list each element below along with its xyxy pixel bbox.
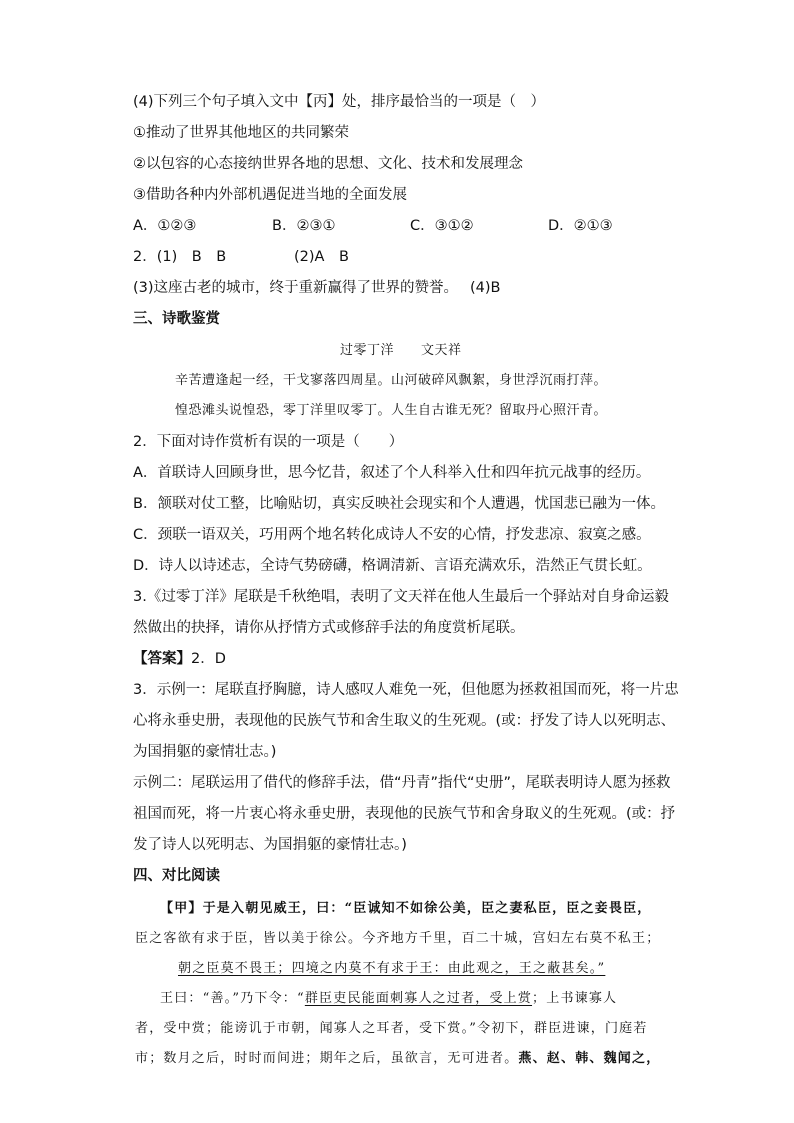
q4-sentence-2: ②以包容的心态接纳世界各地的思想、文化、技术和发展理念: [133, 156, 523, 172]
answer-line-2b: (4)B: [470, 280, 501, 296]
line-4-c: ；上书谏寡人: [532, 991, 618, 1006]
line-6-b: 燕、赵、韩、魏闻之，: [518, 1051, 661, 1066]
line-4: [160, 990, 617, 1008]
q2-option-c: C．颈联一语双关，巧用两个地名转化成诗人不安的心情，抒发悲凉、寂寞之感。: [133, 527, 651, 543]
line-4-underlined: 群臣吏民能面刺寡人之过者，受上赏: [304, 991, 533, 1006]
q2-option-b: B．颔联对仗工整，比喻贴切，真实反映社会现实和个人遭遇，忧国悲已融为一体。: [133, 496, 665, 512]
q4-stem: (4)下列三个句子填入文中【丙】处，排序最恰当的一项是（ ）: [133, 94, 546, 110]
example-2-line-2: 祖国而死，将一片衷心将永垂史册，表现他的民族气节和舍身取义的生死观。(或：抒: [133, 806, 676, 822]
answer-label: 【答案】: [133, 651, 191, 667]
jia-line-3-underlined: 朝之臣莫不畏王；四境之内莫不有求于王：由此观之，王之蔽甚矣。”: [178, 961, 606, 976]
line-6: [135, 1050, 660, 1068]
q4-option-a: A．①②③: [133, 218, 197, 234]
poem-title: 过零丁洋 文天祥: [340, 343, 462, 358]
example-1-line-1: 3．示例一：尾联直抒胸臆，诗人感叹人难免一死，但他愿为拯救祖国而死，将一片忠: [133, 682, 679, 698]
q4-sentence-1: ①推动了世界其他地区的共同繁荣: [133, 125, 349, 141]
answer-value: 2．D: [191, 651, 226, 667]
q2-option-d: D．诗人以诗述志，全诗气势磅礴，格调清新、言语充满欢乐，浩然正气贯长虹。: [133, 558, 652, 574]
jia-line-3: [178, 960, 605, 978]
example-1-line-2: 心将永垂史册，表现他的民族气节和舍生取义的生死观。(或：抒发了诗人以死明志、: [133, 713, 676, 729]
answer-line-2a: (3)这座古老的城市，终于重新赢得了世界的赞誉。: [133, 280, 459, 296]
q4-sentence-3: ③借助各种内外部机遇促进当地的全面发展: [133, 187, 407, 203]
q4-option-d: D．②①③: [548, 218, 613, 234]
jia-line-2: 臣之客欲有求于臣，皆以美于徐公。今齐地方千里，百二十城，宫妇左右莫不私王；: [135, 931, 661, 946]
q3-stem-line-1: 3.《过零丁洋》尾联是千秋绝唱，表明了文天祥在他人生最后一个驿站对自身命运毅: [133, 589, 669, 605]
example-2-line-3: 发了诗人以死明志、为国捐躯的豪情壮志。): [133, 837, 407, 853]
example-2-line-1: 示例二：尾联运用了借代的修辞手法，借“丹青”指代“史册”，尾联表明诗人愿为拯救: [133, 775, 671, 791]
q2-stem: 2．下面对诗作赏析有误的一项是（ ）: [133, 434, 404, 450]
answer-line-1b: (2)A B: [294, 249, 349, 265]
q4-option-c: C．③①②: [410, 218, 474, 234]
q2-option-a: A．首联诗人回顾身世，思今忆昔，叙述了个人科举入仕和四年抗元战事的经历。: [133, 465, 651, 481]
line-4-a: 王曰：“善。”乃下令：“: [160, 991, 305, 1006]
poem-line-2: 惶恐滩头说惶恐，零丁洋里叹零丁。人生自古谁无死？留取丹心照汗青。: [175, 403, 608, 418]
line-6-a: 市；数月之后，时时而间进；期年之后，虽欲言，无可进者。: [135, 1051, 519, 1066]
example-1-line-3: 为国捐躯的豪情壮志。): [133, 744, 277, 760]
section-3-heading: 三、诗歌鉴赏: [133, 311, 220, 327]
answer-block: [133, 649, 226, 669]
answer-line-1a: 2．(1) B B: [133, 249, 227, 265]
line-5: 者，受中赏；能谤讥于市朝，闻寡人之耳者，受下赏。”令初下，群臣进谏，门庭若: [135, 1021, 648, 1036]
q3-stem-line-2: 然做出的抉择，请你从抒情方式或修辞手法的角度赏析尾联。: [133, 620, 525, 636]
q4-option-b: B．②③①: [272, 218, 336, 234]
jia-line-1: 【甲】于是入朝见威王，曰：“臣诚知不如徐公美，臣之妻私臣，臣之妾畏臣，: [160, 901, 652, 916]
section-4-heading: 四、对比阅读: [133, 868, 220, 884]
poem-line-1: 辛苦遭逢起一经，干戈寥落四周星。山河破碎风飘絮，身世浮沉雨打萍。: [175, 373, 608, 388]
